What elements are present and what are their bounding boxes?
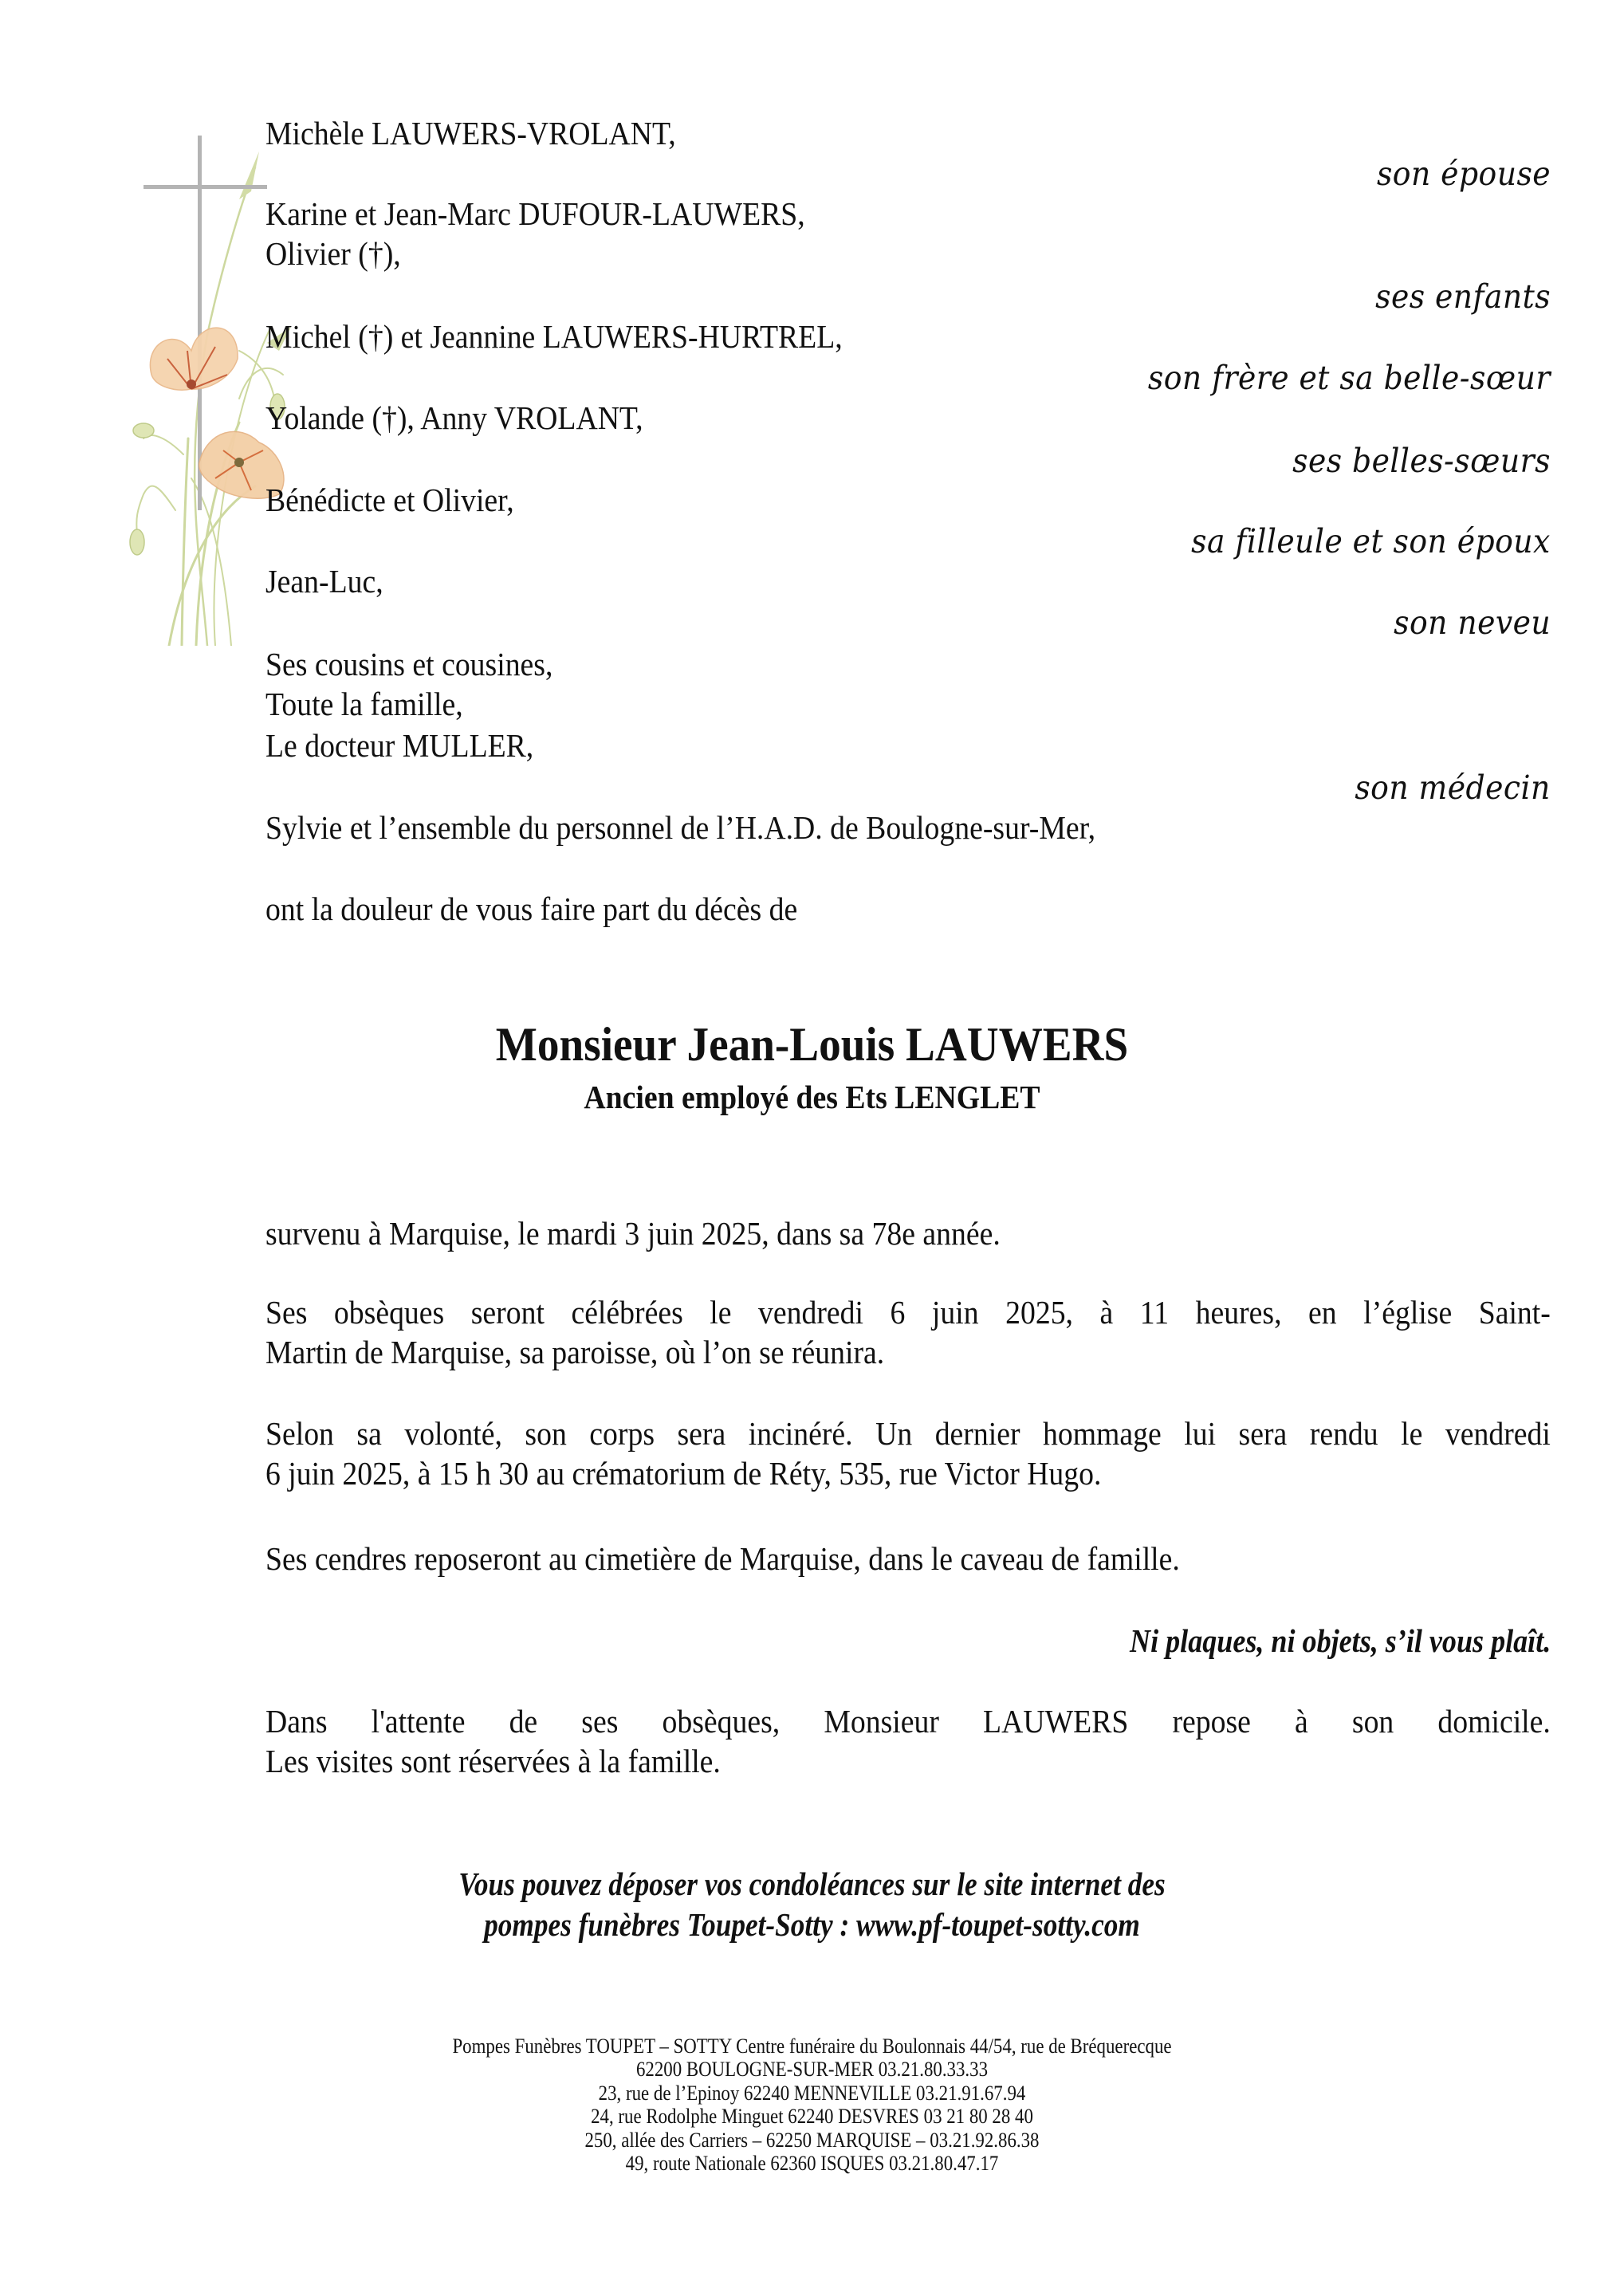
relation-label: son épouse [1376, 155, 1551, 193]
funeral-paragraph [265, 1292, 1551, 1372]
family-member: Yolande (†), Anny VROLANT, [265, 399, 643, 436]
relation-label: son frère et sa belle-sœur [1148, 359, 1551, 397]
family-member: Sylvie et l’ensemble du personnel de l’H.A.D. de Boulogne-sur-Mer, [265, 809, 1096, 846]
cross-horizontal [144, 185, 267, 189]
footer-line: Pompes Funèbres TOUPET – SOTTY Centre funéraire du Boulonnais 44/54, rue de Bréquerecque [452, 2035, 1172, 2058]
family-member: Michèle LAUWERS-VROLANT, [265, 115, 676, 151]
relation-label: sa filleule et son époux [1191, 522, 1551, 560]
relation-label: son médecin [1355, 769, 1551, 807]
deceased-subtitle: Ancien employé des Ets LENGLET [584, 1079, 1040, 1115]
family-member: Ses cousins et cousines, [265, 646, 553, 682]
death-notice: survenu à Marquise, le mardi 3 juin 2025, dans sa 78e année. [265, 1215, 1001, 1252]
footer-line: 49, route Nationale 62360 ISQUES 03.21.80.47.17 [625, 2152, 999, 2176]
rest-line: Les visites sont réservées à la famille. [265, 1743, 721, 1779]
cross-vertical [198, 136, 202, 510]
relation-label: ses enfants [1375, 277, 1551, 316]
condolences-notice [0, 1864, 1624, 1945]
relation-label: ses belles-sœurs [1292, 442, 1551, 480]
condolences-line: Vous pouvez déposer vos condoléances sur le site internet des [458, 1866, 1166, 1902]
wheat-ear [239, 151, 259, 199]
footer-line: 250, allée des Carriers – 62250 MARQUISE – 03.21.92.86.38 [584, 2128, 1040, 2152]
family-member: Olivier (†), [265, 235, 401, 272]
family-member: Michel (†) et Jeannine LAUWERS-HURTREL, [265, 318, 843, 355]
cremation-line: 6 juin 2025, à 15 h 30 au crématorium de Réty, 535, rue Victor Hugo. [265, 1455, 1102, 1492]
funeral-line: Martin de Marquise, sa paroisse, où l’on se réunira. [265, 1334, 885, 1370]
family-member: Le docteur MULLER, [265, 727, 534, 764]
ashes-notice: Ses cendres reposeront au cimetière de Marquise, dans le caveau de famille. [265, 1540, 1180, 1577]
footer-line: 23, rue de l’Epinoy 62240 MENNEVILLE 03.21.91.67.94 [598, 2081, 1026, 2105]
family-member: Toute la famille, [265, 686, 463, 722]
condolences-link[interactable]: pompes funèbres Toupet-Sotty : www.pf-toupet-sotty.com [484, 1906, 1140, 1943]
poppy-upper [150, 328, 238, 390]
stem [182, 438, 188, 646]
relation-label: son neveu [1393, 603, 1551, 642]
family-member: Karine et Jean-Marc DUFOUR-LAUWERS, [265, 195, 805, 232]
family-member: Jean-Luc, [265, 563, 383, 600]
family-member: Bénédicte et Olivier, [265, 482, 514, 518]
deceased-name: Monsieur Jean-Louis LAUWERS [495, 1018, 1129, 1071]
rest-line: Dans l'attente de ses obsèques, Monsieur LAUWERS repose à son domicile. [265, 1703, 1551, 1740]
footer-line: 24, rue Rodolphe Minguet 62240 DESVRES 03 21 80 28 40 [591, 2105, 1033, 2129]
announcement-intro: ont la douleur de vous faire part du décès de [265, 890, 798, 927]
funeral-home-footer [0, 2035, 1624, 2175]
footer-line: 62200 BOULOGNE-SUR-MER 03.21.80.33.33 [635, 2058, 989, 2082]
no-flowers-request: Ni plaques, ni objets, s’il vous plaît. [1129, 1622, 1551, 1659]
cremation-line: Selon sa volonté, son corps sera incinéré. Un dernier hommage lui sera rendu le vendredi [265, 1415, 1551, 1452]
cremation-paragraph [265, 1413, 1551, 1493]
rest-paragraph [265, 1701, 1551, 1781]
funeral-line: Ses obsèques seront célébrées le vendredi 6 juin 2025, à 11 heures, en l’église Saint- [265, 1294, 1551, 1331]
